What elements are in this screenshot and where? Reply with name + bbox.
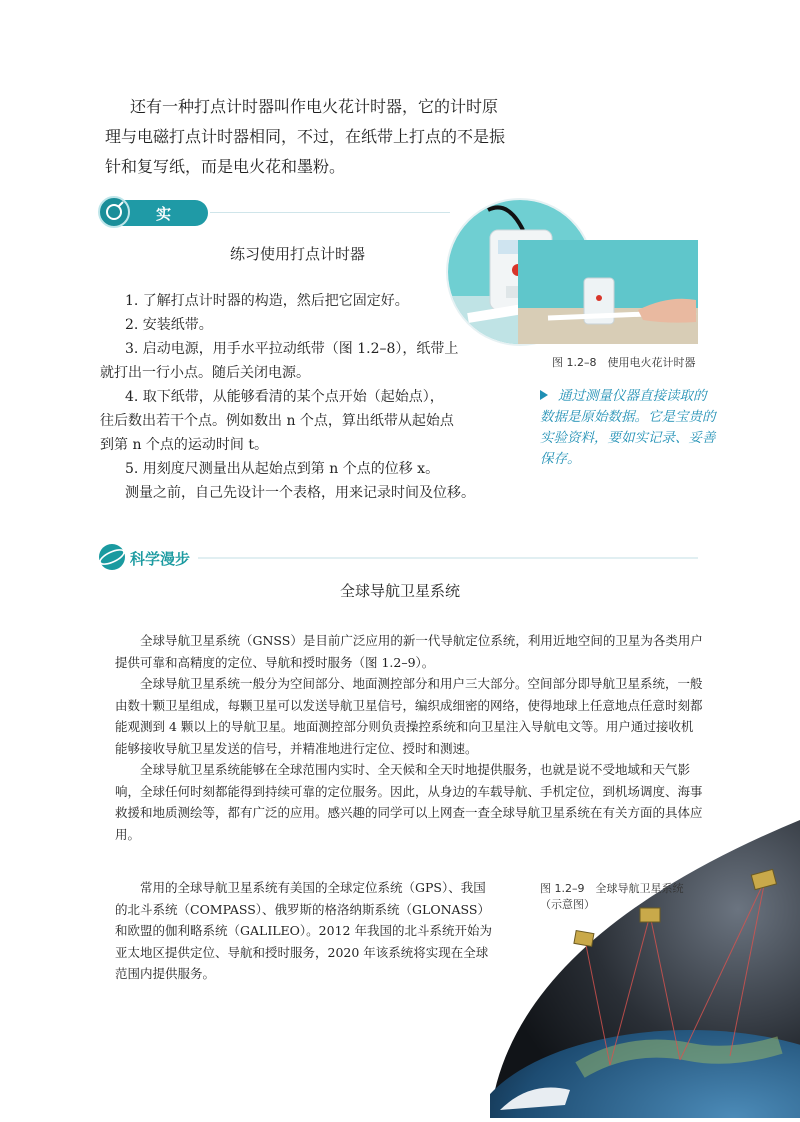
intro-line: 还有一种打点计时器叫作电火花计时器，它的计时原 — [130, 97, 499, 116]
step-line: 1. 了解打点计时器的构造，然后把它固定好。 — [125, 293, 409, 309]
step-line: 3. 启动电源，用手水平拉动纸带（图 1.2–8），纸带上 — [125, 341, 459, 357]
step-line: 往后数出若干个点。例如数出 n 个点，算出纸带从起始点 — [100, 413, 454, 429]
note-pointer-icon — [540, 390, 548, 400]
experiment-banner — [98, 196, 210, 244]
figure-caption-1-2-9-line2: （示意图） — [540, 898, 595, 911]
intro-paragraph — [105, 92, 515, 182]
intro-line: 理与电磁打点计时器相同，不过，在纸带上打点的不是振 — [105, 127, 506, 146]
figure-caption-1-2-9-line1: 图 1.2–9 全球导航卫星系统 — [540, 882, 684, 895]
science-icon — [98, 543, 126, 571]
science-last-paragraph — [115, 877, 495, 985]
experiment-rule — [210, 212, 450, 213]
step-line: 测量之前，自己先设计一个表格，用来记录时间及位移。 — [125, 485, 475, 501]
intro-line: 针和复写纸，而是电火花和墨粉。 — [105, 157, 346, 176]
side-note — [540, 386, 716, 470]
experiment-steps — [100, 290, 515, 506]
paragraph: 全球导航卫星系统（GNSS）是目前广泛应用的新一代导航定位系统，利用近地空间的卫星为各类用户提供可靠和高精度的定位、导航和授时服务（图 1.2–9）。 — [115, 633, 703, 670]
science-title: 全球导航卫星系统 — [339, 582, 460, 600]
science-paragraphs — [115, 630, 705, 845]
paragraph: 常用的全球导航卫星系统有美国的全球定位系统（GPS）、我国的北斗系统（COMPASS）、俄罗斯的格洛纳斯系统（GLONASS）和欧盟的伽利略系统（GALILEO）。2012 年我国的北斗系统开始为亚太地区提供定位、导航和授时服务，2020 年该系统将实现在全球范围内提供服务。 — [115, 880, 492, 981]
step-line: 2. 安装纸带。 — [125, 317, 213, 333]
experiment-title: 练习使用打点计时器 — [230, 245, 366, 263]
figure-caption-1-2-8: 图 1.2–8 使用电火花计时器 — [552, 356, 696, 369]
pulling-tape-photo — [518, 240, 698, 344]
paragraph: 全球导航卫星系统一般分为空间部分、地面测控部分和用户三大部分。空间部分即导航卫星系统，一般由数十颗卫星组成，每颗卫星可以发送导航卫星信号，编织成细密的网络，使得地球上任意地点任意时刻都能观测到 4 颗以上的导航卫星。地面测控部分则负责操控系统和向卫星注入导航电文等。用户通过接收机能够接收导航卫星发送的信号，并精准地进行定位、授时和测速。 — [115, 676, 703, 756]
experiment-banner-label: 实 验 — [156, 205, 178, 244]
gnss-illustration — [490, 820, 800, 1118]
experiment-icon — [98, 196, 130, 228]
side-note-text: 通过测量仪器直接读取的数据是原始数据。它是宝贵的实验资料，要如实记录、妥善保存。 — [540, 388, 716, 467]
step-line: 4. 取下纸带，从能够看清的某个点开始（起始点）， — [125, 389, 444, 405]
step-line: 就打出一行小点。随后关闭电源。 — [100, 365, 310, 381]
figure-caption-1-2-9 — [540, 880, 684, 912]
step-line: 5. 用刻度尺测量出从起始点到第 n 个点的位移 x。 — [125, 461, 440, 477]
step-line: 到第 n 个点的运动时间 t。 — [100, 437, 268, 453]
science-banner-label: 科学漫步 — [130, 550, 191, 568]
paragraph: 全球导航卫星系统能够在全球范围内实时、全天候和全天时地提供服务，也就是说不受地域和天气影响，全球任何时刻都能得到持续可靠的定位服务。因此，从身边的车载导航、手机定位，到机场调度、海事救援和地质测绘等，都有广泛的应用。感兴趣的同学可以上网查一查全球导航卫星系统在有关方面的具体应用。 — [115, 762, 703, 842]
